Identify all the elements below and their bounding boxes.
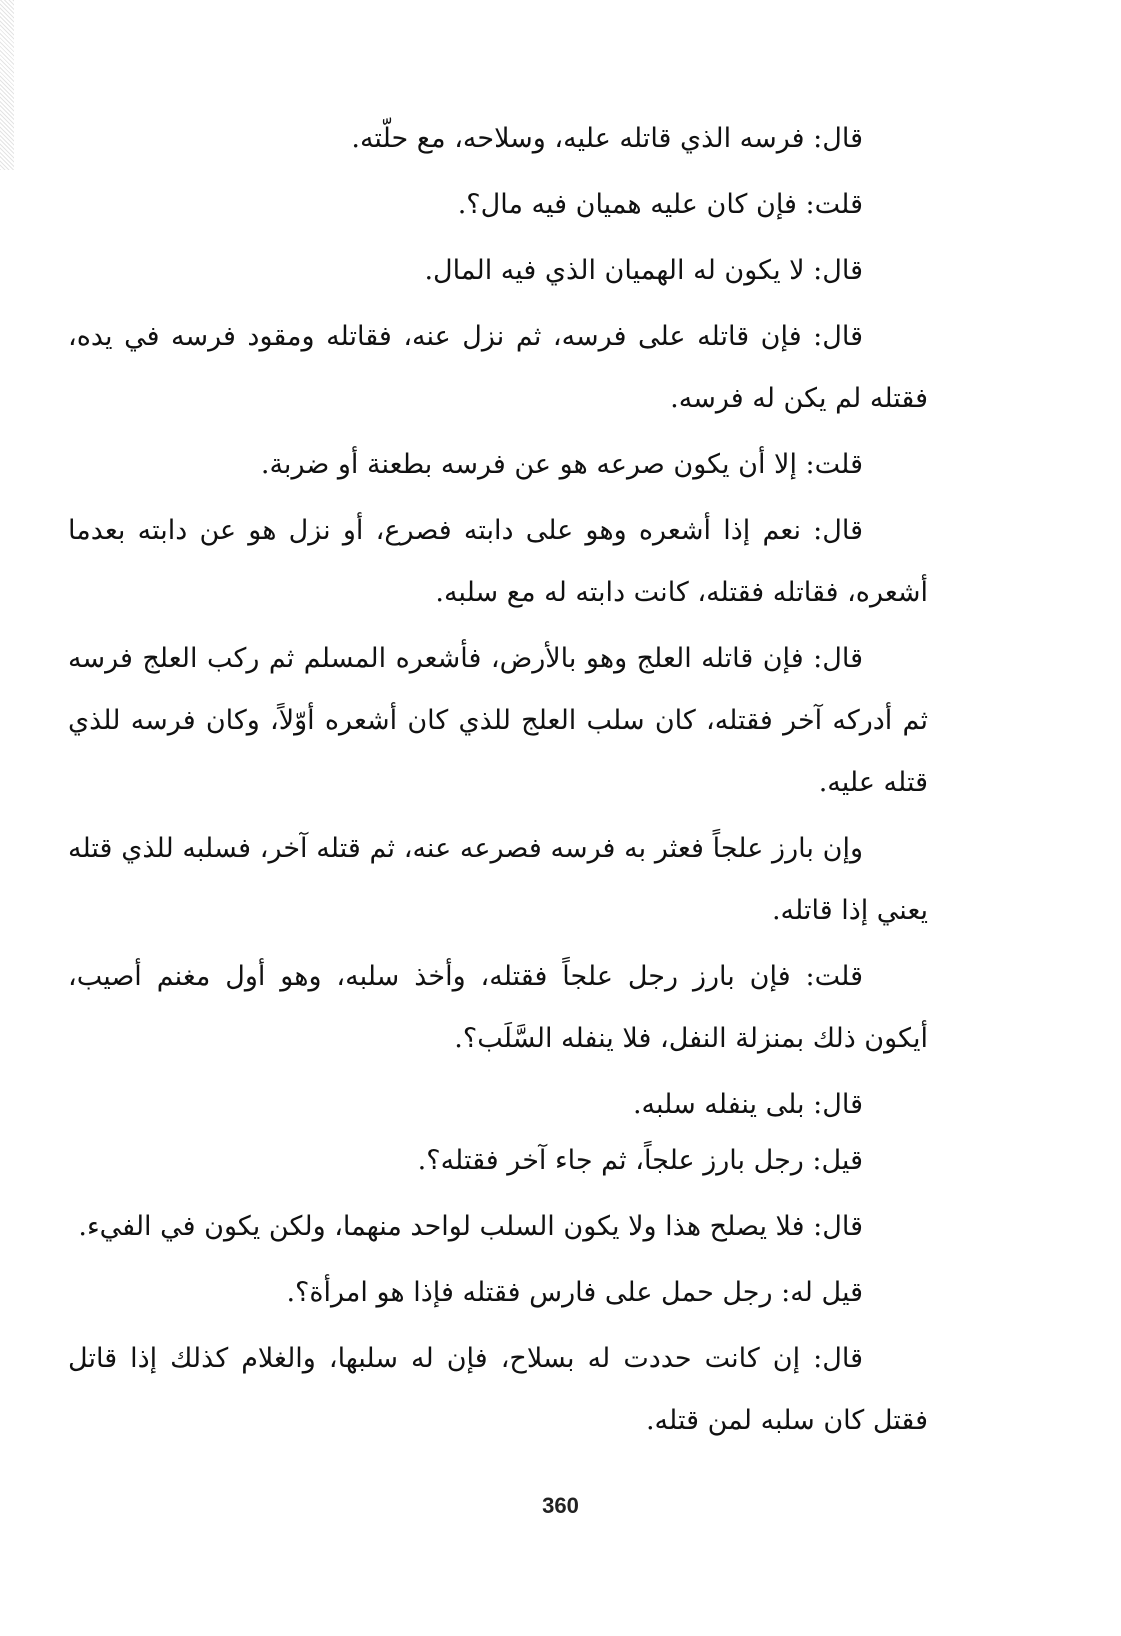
paragraph-8: وإن بارز علجاً فعثر به فرسه فصرعه عنه، ثم قتله آخر، فسلبه للذي قتله يعني إذا قاتله. bbox=[68, 833, 928, 926]
paragraph-3: قال: لا يكون له الهميان الذي فيه المال. bbox=[424, 255, 863, 286]
scan-edge-noise bbox=[0, 0, 14, 170]
paragraph-9: قلت: فإن بارز رجل علجاً فقتله، وأخذ سلبه، وهو أول مغنم أصيب، أيكون ذلك بمنزلة النفل، فلا ينفله السَّلَب؟. bbox=[68, 961, 928, 1054]
paragraph-4: قال: فإن قاتله على فرسه، ثم نزل عنه، فقاتله ومقود فرسه في يده، فقتله لم يكن له فرسه. bbox=[68, 321, 928, 414]
paragraph-12: قال: فلا يصلح هذا ولا يكون السلب لواحد منهما، ولكن يكون في الفيء. bbox=[78, 1211, 863, 1242]
paragraph-14: قال: إن كانت حددت له بسلاح، فإن له سلبها، والغلام كذلك إذا قاتل فقتل كان سلبه لمن قتله. bbox=[68, 1343, 928, 1436]
paragraph-5: قلت: إلا أن يكون صرعه هو عن فرسه بطعنة أو ضربة. bbox=[260, 449, 863, 480]
paragraph-7: قال: فإن قاتله العلج وهو بالأرض، فأشعره المسلم ثم ركب العلج فرسه ثم أدركه آخر فقتله، كان سلب العلج للذي كان أشعره أوّلاً، وكان فرسه للذي قتله عليه. bbox=[68, 643, 928, 798]
paragraph-10: قال: بلى ينفله سلبه. bbox=[632, 1089, 863, 1120]
paragraph-11: قيل: رجل بارز علجاً، ثم جاء آخر فقتله؟. bbox=[417, 1145, 863, 1176]
paragraph-6: قال: نعم إذا أشعره وهو على دابته فصرع، أو نزل هو عن دابته بعدما أشعره، فقاتله فقتله، كانت دابته له مع سلبه. bbox=[68, 515, 928, 608]
page-number: 360 bbox=[542, 1493, 579, 1518]
main-text bbox=[68, 108, 928, 1456]
paragraph-13: قيل له: رجل حمل على فارس فقتله فإذا هو امرأة؟. bbox=[286, 1277, 863, 1308]
paragraph-1: قال: فرسه الذي قاتله عليه، وسلاحه، مع حلّته. bbox=[351, 123, 863, 154]
paragraph-2: قلت: فإن كان عليه هميان فيه مال؟. bbox=[457, 189, 863, 220]
